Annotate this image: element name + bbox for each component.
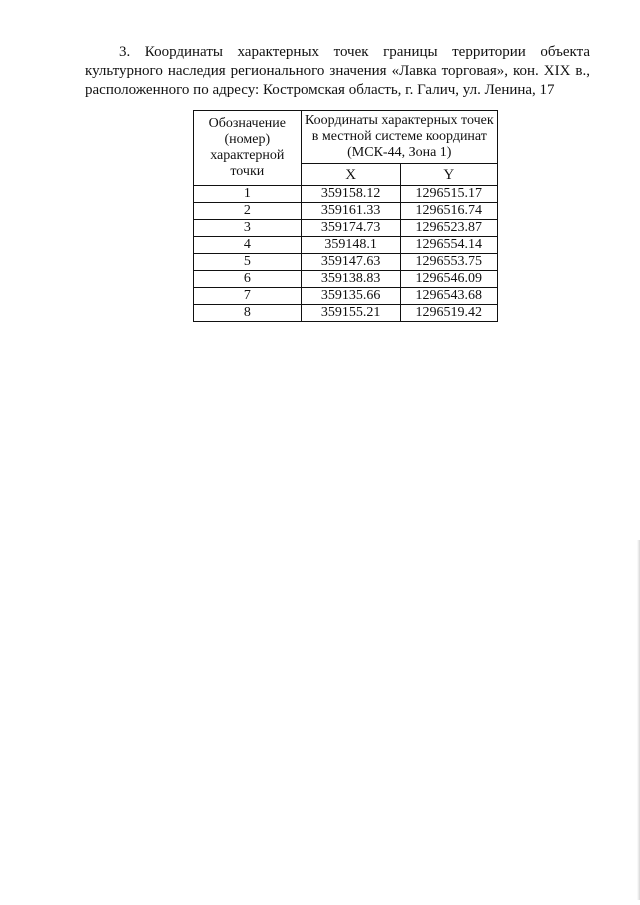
cell-y: 1296546.09 (400, 271, 497, 288)
table-row (194, 220, 498, 237)
header-x: X (301, 164, 400, 186)
cell-point-number: 1 (194, 186, 302, 203)
cell-point-number: 7 (194, 288, 302, 305)
table-header-row (194, 111, 498, 164)
cell-x: 359135.66 (301, 288, 400, 305)
cell-x: 359161.33 (301, 203, 400, 220)
table-row (194, 254, 498, 271)
cell-y: 1296519.42 (400, 305, 497, 322)
cell-point-number: 2 (194, 203, 302, 220)
cell-x: 359174.73 (301, 220, 400, 237)
table-row (194, 186, 498, 203)
header-point-number: Обозначение (номер) характерной точки (194, 111, 302, 186)
coordinates-table (193, 110, 498, 322)
table-row (194, 237, 498, 254)
cell-y: 1296554.14 (400, 237, 497, 254)
cell-y: 1296543.68 (400, 288, 497, 305)
cell-y: 1296523.87 (400, 220, 497, 237)
cell-point-number: 3 (194, 220, 302, 237)
cell-point-number: 5 (194, 254, 302, 271)
intro-paragraph (85, 43, 590, 100)
intro-line-3: расположенного по адресу: Костромская область, г. Галич, ул. Ленина, 17 (85, 82, 555, 98)
header-y: Y (400, 164, 497, 186)
cell-x: 359138.83 (301, 271, 400, 288)
cell-point-number: 4 (194, 237, 302, 254)
intro-line-1: 3. Координаты характерных точек границы территории объекта (119, 44, 590, 60)
table-row (194, 271, 498, 288)
cell-x: 359148.1 (301, 237, 400, 254)
cell-point-number: 6 (194, 271, 302, 288)
intro-line-2: культурного наследия регионального значения «Лавка торговая», кон. XIX в., (85, 63, 590, 79)
table-row (194, 305, 498, 322)
cell-y: 1296516.74 (400, 203, 497, 220)
table-row (194, 203, 498, 220)
cell-x: 359147.63 (301, 254, 400, 271)
cell-point-number: 8 (194, 305, 302, 322)
table-row (194, 288, 498, 305)
cell-x: 359155.21 (301, 305, 400, 322)
cell-y: 1296553.75 (400, 254, 497, 271)
cell-x: 359158.12 (301, 186, 400, 203)
cell-y: 1296515.17 (400, 186, 497, 203)
header-coordinates: Координаты характерных точек в местной системе координат (МСК-44, Зона 1) (301, 111, 497, 164)
